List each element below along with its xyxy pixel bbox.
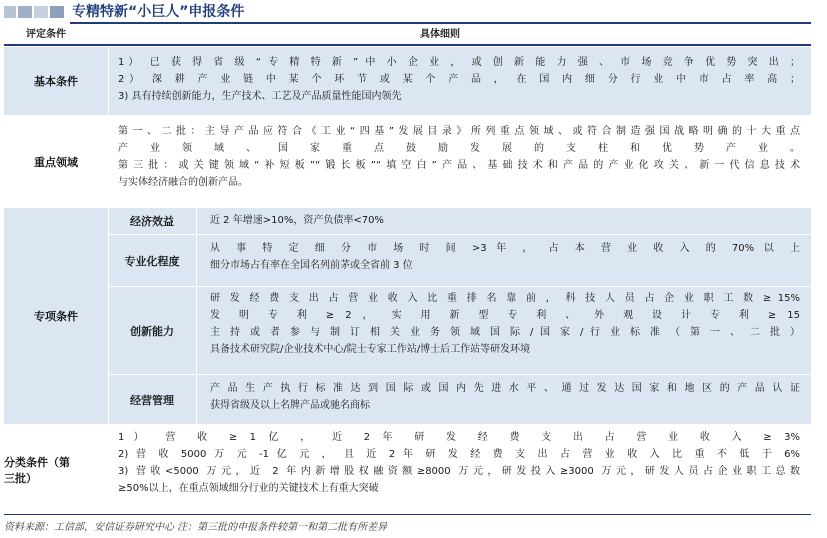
text-line: 产 业 领 域 、 国 家 重 点 鼓 励 发 展 的 支 柱 和 优 势 产 业 。 [118,143,800,154]
title-decoration [50,6,64,18]
row-focus-text [118,123,800,191]
row-special-label: 专项条件 [34,310,78,323]
header-rule [4,44,811,46]
text-line: ≥50%以上，在重点领域细分行业的关键技术上有重大突破 [118,483,379,494]
text-line: 1） 已 获 得 省 级 “ 专 精 特 新 ” 中 小 企 业 ， 或 创 新 能 力 强 、 市 场 竞 争 优 势 突 出 ； [118,57,800,68]
special-economic-label: 经济效益 [130,215,174,228]
special-management-text [210,380,800,414]
column-divider [108,47,109,115]
text-line: 细分市场占有率在全国名列前茅或全省前 3 位 [210,260,413,271]
text-line: 1） 营 收 ≥ 1 亿 ， 近 2 年 研 发 经 费 支 出 占 营 业 收 入 ≥ 3% [118,432,800,443]
row-divider [108,286,811,287]
row-category-text [118,429,800,497]
row-divider [108,234,811,235]
header-col-details: 具体细则 [420,29,460,40]
text-line: 2） 深 耕 产 业 链 中 某 个 环 节 或 某 个 产 品 ， 在 国 内 细 分 行 业 中 市 占 率 高 ； [118,74,800,85]
source-note: 资料来源：工信部，安信证券研究中心 注：第三批的申报条件较第一和第二批有所差异 [4,522,388,533]
text-line: 主 持 或 者 参 与 制 订 相 关 业 务 领 域 国 际 / 国 家 / 行 业 标 准 （ 第 一 、 二 批 ） [210,327,800,338]
text-line: 具备技术研究院/企业技术中心/院士专家工作站/博士后工作站等研发环境 [210,344,531,355]
row-focus-label: 重点领域 [34,156,78,169]
text-line: 2) 营 收 5000 万 元 -1 亿 元 ， 且 近 2 年 研 发 经 费 支 出 占 营 业 收 入 比 重 不 低 于 6% [118,449,800,460]
row-category-label-line2: 三批） [4,472,37,485]
text-line: 3) 营收<5000 万元，近 2 年内新增股权融资额≥8000 万元，研发投入≥3000 万元，研发人员占企业职工总数 [118,466,800,477]
row-basic-text [118,54,800,105]
title-decoration [4,6,16,18]
header-col-criteria: 评定条件 [26,29,66,40]
row-basic-label: 基本条件 [34,75,78,88]
text-line: 研 发 经 费 支 出 占 营 业 收 入 比 重 排 名 靠 前 ， 科 技 人 员 占 企 业 职 工 数 ≥ 15% [210,293,800,304]
row-category-label-line1: 分类条件（第 [4,456,70,469]
text-line: 从 事 特 定 细 分 市 场 时 间 >3 年 ， 占 本 营 业 收 入 的 70% 以 上 [210,243,800,254]
text-line: 与实体经济融合的创新产品。 [118,177,248,188]
special-specialization-text [210,240,800,274]
special-innovation-text [210,290,800,358]
text-line: 3) 具有持续创新能力，生产技术、工艺及产品质量性能国内领先 [118,91,402,102]
page-title: 专精特新“小巨人”申报条件 [72,4,245,20]
text-line: 近 2 年增速>10%，资产负债率<70% [210,215,384,226]
text-line: 第一、二批：主导产品应符合《工业“四基”发展目录》所列重点领域、或符合制造强国战略明确的十大重点 [118,126,800,137]
special-innovation-label: 创新能力 [130,324,174,338]
text-line: 发 明 专 利 ≥ 2 ， 实 用 新 型 专 利 、 外 观 设 计 专 利 ≥ 15 [210,310,800,321]
text-line: 获得省级及以上名牌产品或驰名商标 [210,400,370,411]
bottom-rule [4,514,811,515]
title-decoration [18,6,32,18]
row-divider [108,374,811,375]
title-bar [0,0,827,26]
row-category-label [4,426,114,514]
title-decoration [34,6,48,18]
text-line: 产 品 生 产 执 行 标 准 达 到 国 际 或 国 内 先 进 水 平 、 通 过 发 达 国 家 和 地 区 的 产 品 认 证 [210,383,800,394]
title-underline [70,22,811,24]
special-management-label: 经营管理 [130,393,174,407]
column-divider [196,208,197,424]
special-economic-text [210,212,800,229]
special-specialization-label: 专业化程度 [124,254,180,268]
text-line: 第三批：或关键领域“补短板”“锻长板”“填空白”产品、基础技术和产品的产业化攻关、新一代信息技术 [118,160,800,171]
